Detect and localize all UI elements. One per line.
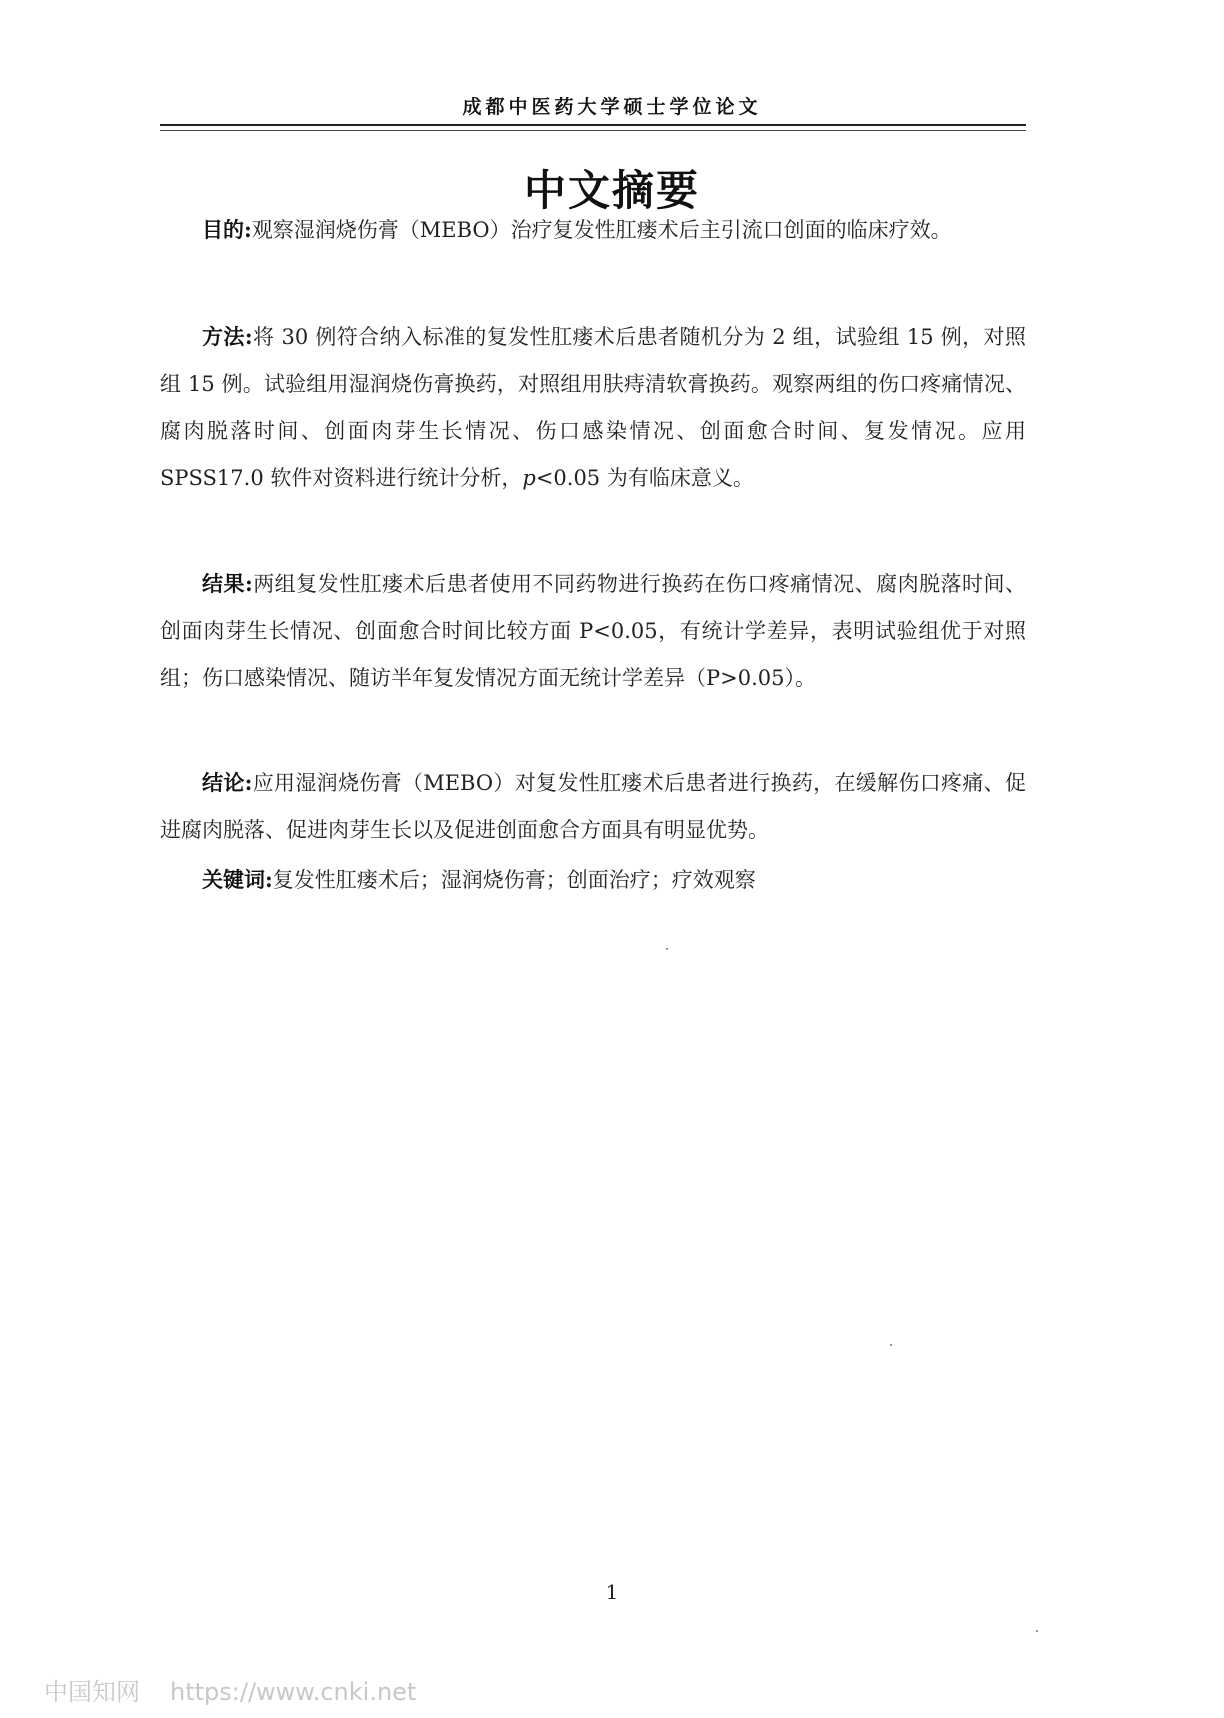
section-methods	[160, 313, 1026, 502]
section-label: 结论:	[202, 770, 253, 795]
section-text: 复发性肛瘘术后；湿润烧伤膏；创面治疗；疗效观察	[272, 868, 756, 892]
header-rule-thick	[160, 124, 1026, 126]
section-label: 方法:	[202, 324, 253, 349]
section-text: 两组复发性肛瘘术后患者使用不同药物进行换药在伤口疼痛情况、腐肉脱落时间、创面肉芽生长情况、创面愈合时间比较方面 P<0.05，有统计学差异，表明试验组优于对照组；伤口感染情况、随访半年复发情况方面无统计学差异（P>0.05）。	[160, 572, 1026, 690]
section-text: 应用湿润烧伤膏（MEBO）对复发性肛瘘术后患者进行换药，在缓解伤口疼痛、促进腐肉脱落、促进肉芽生长以及促进创面愈合方面具有明显优势。	[160, 771, 1026, 842]
section-keywords	[160, 856, 1026, 904]
page-number: 1	[605, 1580, 619, 1604]
scan-speck	[1036, 1630, 1038, 1632]
watermark-brand: 中国知网	[44, 1678, 140, 1706]
running-header: 成都中医药大学硕士学位论文	[462, 96, 762, 118]
scan-speck	[666, 948, 668, 950]
section-text: 将 30 例符合纳入标准的复发性肛瘘术后患者随机分为 2 组，试验组 15 例，对照组 15 例。试验组用湿润烧伤膏换药，对照组用肤痔清软膏换药。观察两组的伤口疼痛情况、腐肉脱落时间、创面肉芽生长情况、伤口感染情况、创面愈合时间、复发情况。应用 SPSS17.0 软件对资料进行统计分析，	[160, 325, 1026, 490]
section-conclusion	[160, 759, 1026, 854]
section-label: 关键词:	[202, 867, 273, 892]
section-results	[160, 560, 1026, 702]
abstract-title: 中文摘要	[523, 166, 700, 215]
watermark-url: https://www.cnki.net	[170, 1678, 417, 1706]
section-text: 观察湿润烧伤膏（MEBO）治疗复发性肛瘘术后主引流口创面的临床疗效。	[251, 218, 952, 242]
section-label: 结果:	[202, 571, 253, 596]
header-rule-thin	[160, 130, 1026, 131]
p-value-symbol: p	[522, 466, 536, 490]
section-objective	[160, 206, 1026, 254]
section-text-after: <0.05 为有临床意义。	[535, 466, 754, 490]
scan-speck	[890, 1344, 892, 1346]
cnki-watermark	[44, 1672, 416, 1707]
section-label: 目的:	[202, 217, 252, 242]
